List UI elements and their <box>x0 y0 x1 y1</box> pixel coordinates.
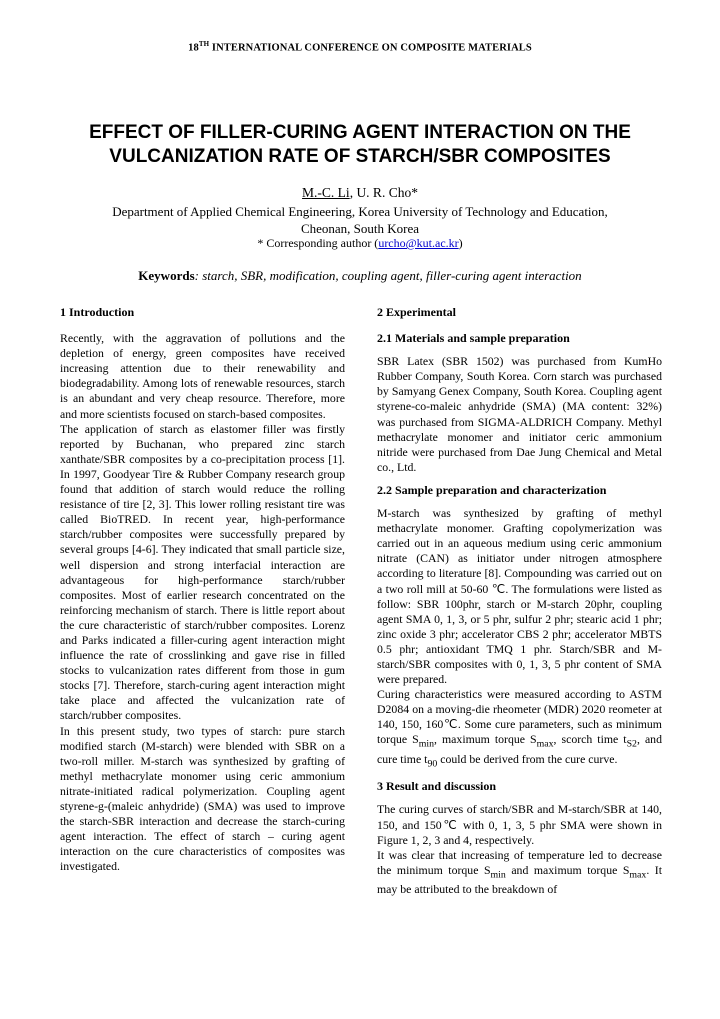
keywords-label: Keywords <box>138 268 195 283</box>
presenting-author: M.-C. Li <box>302 185 350 200</box>
paper-title <box>40 121 680 169</box>
materials-paragraph: SBR Latex (SBR 1502) was purchased from KumHo Rubber Company, South Korea. Corn starch was purchased by Samyang Genex Company, South Korea. Coupling agent styrene-co-maleic anhydride (SMA) (MA content: 32%) was purchased from SIGMA-ALDRICH Company. Methyl methacrylate monomer and initiator ceric ammonium nitride were purchased from Dae Jung Chemical and Metal co., Ltd. <box>377 354 662 474</box>
header-text: INTERNATIONAL CONFERENCE ON COMPOSITE MATERIALS <box>211 42 532 54</box>
section-heading-experimental: 2 Experimental <box>377 305 456 319</box>
text-run: could be derived from the cure curve. <box>437 751 618 766</box>
results-paragraph-2 <box>377 848 662 898</box>
text-run: It was clear that increasing of temperature led to decrease the minimum torque S <box>377 847 662 877</box>
subsection-heading-preparation: 2.2 Sample preparation and characterization <box>377 482 607 497</box>
corresponding-suffix: ) <box>458 236 463 250</box>
affiliation <box>30 203 690 237</box>
preparation-paragraph-2 <box>377 687 662 771</box>
text-run: , maximum torque S <box>434 732 537 747</box>
subscript: min <box>490 869 506 881</box>
title-line-2: VULCANIZATION RATE OF STARCH/SBR COMPOSITES <box>109 146 611 167</box>
other-authors: , U. R. Cho* <box>349 185 418 200</box>
subscript: max <box>629 869 647 881</box>
section-heading-introduction: 1 Introduction <box>60 305 135 319</box>
subscript: S2 <box>626 738 637 750</box>
corresponding-prefix: * Corresponding author ( <box>257 236 379 250</box>
text-run: , and cure time t <box>377 732 662 766</box>
keywords <box>0 268 720 284</box>
authors <box>0 185 720 201</box>
text-run: and maximum torque S <box>505 862 630 877</box>
corresponding-email-link[interactable]: urcho@kut.ac.kr <box>378 236 459 250</box>
subsection-heading-materials: 2.1 Materials and sample preparation <box>377 331 570 346</box>
text-run: Curing characteristics were measured according to ASTM D2084 on a moving-die rheometer (MDR) 2020 reometer at 140, 150, 160℃. Some cure parameters, such as minimum torque S <box>377 687 662 747</box>
subscript: min <box>418 738 435 750</box>
intro-paragraph-3: In this present study, two types of starch: pure starch modified starch (M-starch) were blended with SBR on a two-roll miller. M-starch was synthesized by grafting of methyl methacrylate monomer using ceric ammonium nitrate-initiated radical polymerization. Coupling agent styrene-g-(maleic anhydride) (SMA) was used to improve the starch-SBR interaction and decrease the starch-curing agent interaction. The effect of starch – curing agent interaction on the cure characteristics of composites was investigated. <box>60 723 345 874</box>
affiliation-line-1: Department of Applied Chemical Engineering, Korea University of Technology and Education, <box>112 204 608 219</box>
header-ordinal: 18 <box>188 42 199 54</box>
right-column <box>377 305 662 897</box>
subscript: 90 <box>427 758 438 770</box>
text-run: , scorch time t <box>553 732 627 747</box>
left-column <box>60 305 345 874</box>
results-paragraph-1: The curing curves of starch/SBR and M-starch/SBR at 140, 150, and 150℃ with 0, 1, 3, 5 phr SMA were shown in Figure 1, 2, 3 and 4, respectively. <box>377 802 662 847</box>
corresponding-author <box>0 236 720 251</box>
title-line-1: EFFECT OF FILLER-CURING AGENT INTERACTION ON THE <box>89 122 631 143</box>
keywords-list: : starch, SBR, modification, coupling agent, filler-curing agent interaction <box>194 268 582 283</box>
text-run: . It may be attributed to the breakdown of <box>377 862 662 897</box>
conference-header <box>0 40 720 54</box>
intro-paragraph-2: The application of starch as elastomer filler was firstly reported by Buchanan, who prepared zinc starch xanthate/SBR composites by a co-precipitation process [1]. In 1997, Goodyear Tire & Rubber Company research group found that addition of starch would reduce the rolling resistance of tire [2, 3]. This lower rolling resistant tire was called BioTRED. In recent year, high-performance starch/rubber composites were successfully prepared by several groups [4-6]. They indicated that small particle size, well dispersion and strong interfacial interaction are advantageous for high-performance starch/rubber composites. Most of earlier research concentrated on the reinforcing mechanism of starch. There is little report about the cure characteristic of starch/rubber composites. Lorenz and Parks indicated a filler-curing agent interaction might influence the rate of crosslinking and gave rise in filled stocks to vulcanization rates different from those in gum stocks [7]. Therefore, starch-curing agent interaction might take place and affected the vulcanization rate of starch/rubber composites. <box>60 421 345 723</box>
affiliation-line-2: Cheonan, South Korea <box>300 221 420 236</box>
preparation-paragraph-1: M-starch was synthesized by grafting of methyl methacrylate monomer. Grafting copolymerization was carried out in an aqueous medium using ceric ammonium nitrate (CAN) as initiator under nitrogen atmosphere according to literature [8]. Compounding was carried out on a two roll mill at 50-60 ℃. The formulations were listed as follow: SBR 100phr, starch or M-starch 20phr, coupling agent SMA 0, 1, 3, or 5 phr, sulfur 2 phr; stearic acid 1 phr; zinc oxide 3 phr; accelerator CBS 2 phr; accelerator MBTS 0.5 phr; antioxidant TMQ 1 phr. Starch/SBR and M-starch/SBR composites with 0, 1, 3, 5 phr content of SMA were prepared. <box>377 506 662 687</box>
subscript: max <box>536 738 554 750</box>
header-ordinal-suffix: TH <box>198 40 210 48</box>
section-heading-results: 3 Result and discussion <box>377 779 497 794</box>
intro-paragraph-1: Recently, with the aggravation of pollutions and the depletion of energy, green composites have received increasing attention due to their renewability and biodegradability. Among lots of renewable resources, starch is an abundant and very cheap resource. Therefore, more and more scientists focused on starch-based composites. <box>60 331 345 421</box>
